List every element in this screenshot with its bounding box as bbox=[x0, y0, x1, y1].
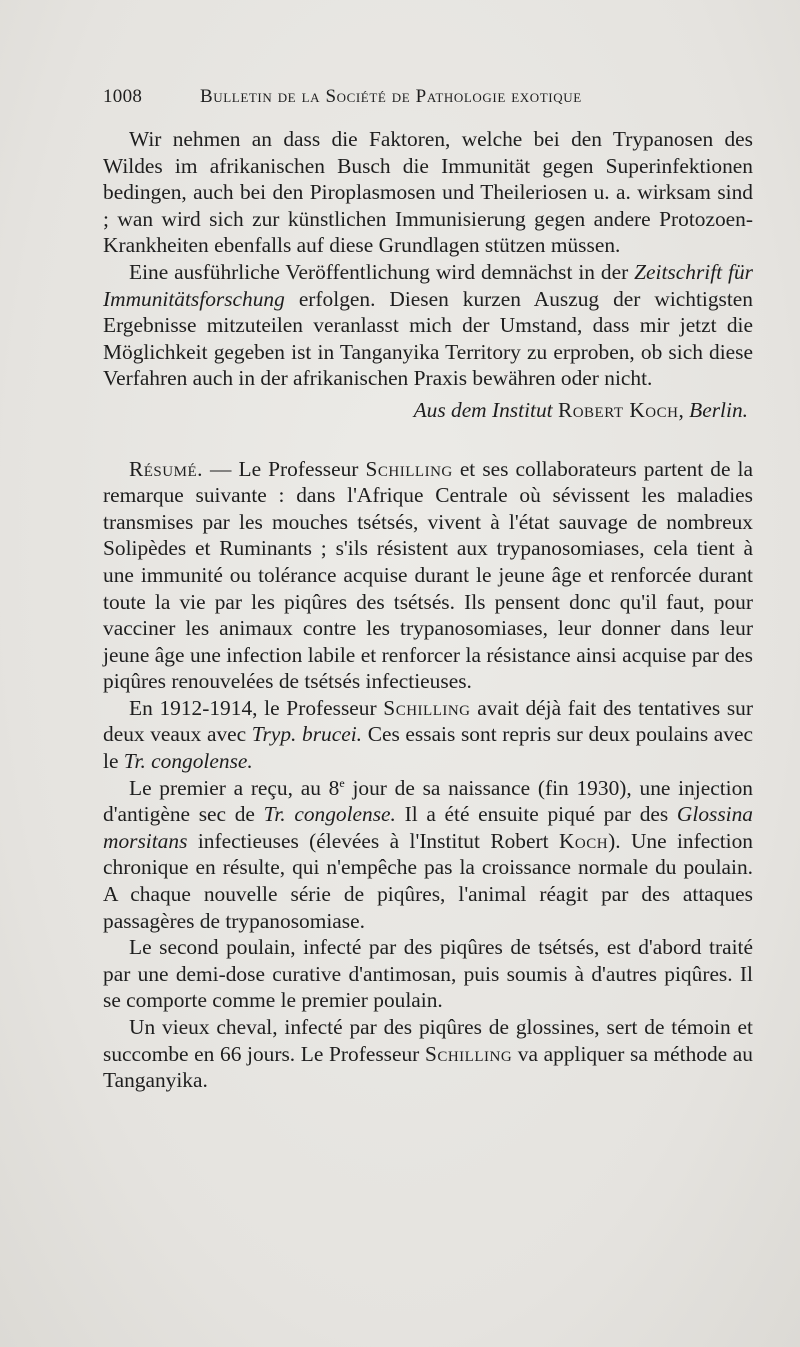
institute-name: Koch bbox=[558, 828, 609, 853]
resume-p3-text-a: Le premier a reçu, au 8 bbox=[129, 775, 340, 800]
ordinal-superscript: e bbox=[339, 775, 345, 790]
resume-paragraph-3 bbox=[103, 775, 753, 935]
species-name: Tryp. brucei. bbox=[251, 722, 363, 747]
resume-p1-text-b: et ses collaborateurs partent de la remarque suivante : dans l'Afrique Centrale où sévissent les maladies transmises par les mouches tsétsés, vivent à l'état sauvage de nombreux Solipèdes et Ruminants ; s'ils résistent aux trypanosomiases, cela tient à une immunité ou tolérance acquise durant le jeune âge et renforcée durant toute la vie par les piqûres des tsétsés. Ils pensent donc qu'il faut, pour vacciner les animaux contre les trypanosomiases, leur donner dans leur jeune âge une infection labile et renforcer la résistance ainsi acquise par des piqûres renouvelées de tsétsés infectieuses. bbox=[103, 456, 753, 694]
species-name: Tr. congolense. bbox=[263, 802, 396, 827]
resume-dash: — bbox=[210, 456, 232, 481]
resume-p3-text-b: jour de sa naissance (fin 1930), une injection d'antigène sec de bbox=[103, 775, 753, 827]
resume-p5-text-a: Un vieux cheval, infecté par des piqûres de glossines, sert de témoin et succombe en 66 jours. Le Professeur bbox=[103, 1015, 753, 1066]
resume-p5-text-b: va appliquer sa méthode au Tanganyika. bbox=[103, 1041, 753, 1093]
affiliation-line: Aus dem Institut Robert Koch, Berlin. bbox=[413, 397, 748, 422]
resume-paragraph-1 bbox=[103, 456, 753, 695]
german-paragraph-2 bbox=[103, 259, 753, 392]
affiliation-city: Berlin. bbox=[689, 397, 748, 422]
affiliation-prefix: Aus dem Institut bbox=[413, 397, 553, 422]
page-number: 1008 bbox=[103, 86, 143, 107]
journal-title: Bulletin de la Société de Pathologie exotique bbox=[200, 86, 582, 107]
german-p2-text-before: Eine ausführliche Veröffentlichung wird demnächst in der bbox=[129, 259, 629, 284]
resume-paragraph-4: Le second poulain, infecté par des piqûres de tsétsés, est d'abord traité par une demi-dose curative d'antimosan, puis soumis à d'autres piqûres. Il se comporte comme le premier poulain. bbox=[103, 935, 753, 1013]
resume-p2-text-b: avait déjà fait des tentatives sur deux veaux avec bbox=[103, 695, 753, 747]
species-name: Glossina morsitans bbox=[103, 802, 753, 853]
resume-paragraph-5 bbox=[103, 1014, 753, 1094]
running-head bbox=[103, 86, 763, 112]
author-name: Schilling bbox=[383, 695, 471, 720]
german-p2-text-after: erfolgen. Diesen kurzen Auszug der wichtigsten Ergebnisse mitzuteilen veranlasst mich der Umstand, dass mir jetzt die Möglichkeit gegeben ist in Tanganyika Territory zu erproben, ob sich diese Verfahren auch in der afrikanischen Praxis bewähren oder nicht. bbox=[103, 286, 753, 391]
resume-paragraph-2 bbox=[103, 695, 753, 775]
resume-p3-text-d: infectieuses (élevées à l'Institut Robert bbox=[197, 828, 549, 853]
affiliation-institute-name: Robert Koch bbox=[557, 397, 679, 422]
resume-p2-text-c: Ces essais sont repris sur deux poulains avec le bbox=[103, 722, 753, 774]
resume-p1-text-a: Le Professeur bbox=[238, 456, 359, 481]
author-name: Schilling bbox=[365, 456, 453, 481]
resume-p2-text-a: En 1912-1914, le Professeur bbox=[129, 695, 377, 720]
journal-reference: Zeitschrift für Immunitätsforschung bbox=[103, 259, 753, 311]
article-body bbox=[103, 126, 753, 1094]
resume-p3-text-e: ). Une infection chronique en résulte, qui n'empêche pas la croissance normale du poulain. A chaque nouvelle série de piqûres, l'animal réagit par des attaques passagères de trypanosomiase. bbox=[103, 828, 753, 933]
author-name: Schilling bbox=[424, 1041, 513, 1066]
species-name: Tr. congolense. bbox=[123, 749, 253, 774]
resume-p3-text-c: Il a été ensuite piqué par des bbox=[404, 802, 669, 827]
resume-label: Résumé. bbox=[129, 456, 203, 481]
german-paragraph-1: Wir nehmen an dass die Faktoren, welche bei den Trypanosen des Wildes im afrikanischen Busch die Immunität gegen Superinfektionen bedingen, auch bei den Piroplasmosen und Theileriosen u. a. wirksam sind ; wan wird sich zur künstlichen Immunisierung gegen andere Protozoen-Krankheiten ebenfalls auf diese Grundlagen stützen müssen. bbox=[103, 127, 753, 258]
